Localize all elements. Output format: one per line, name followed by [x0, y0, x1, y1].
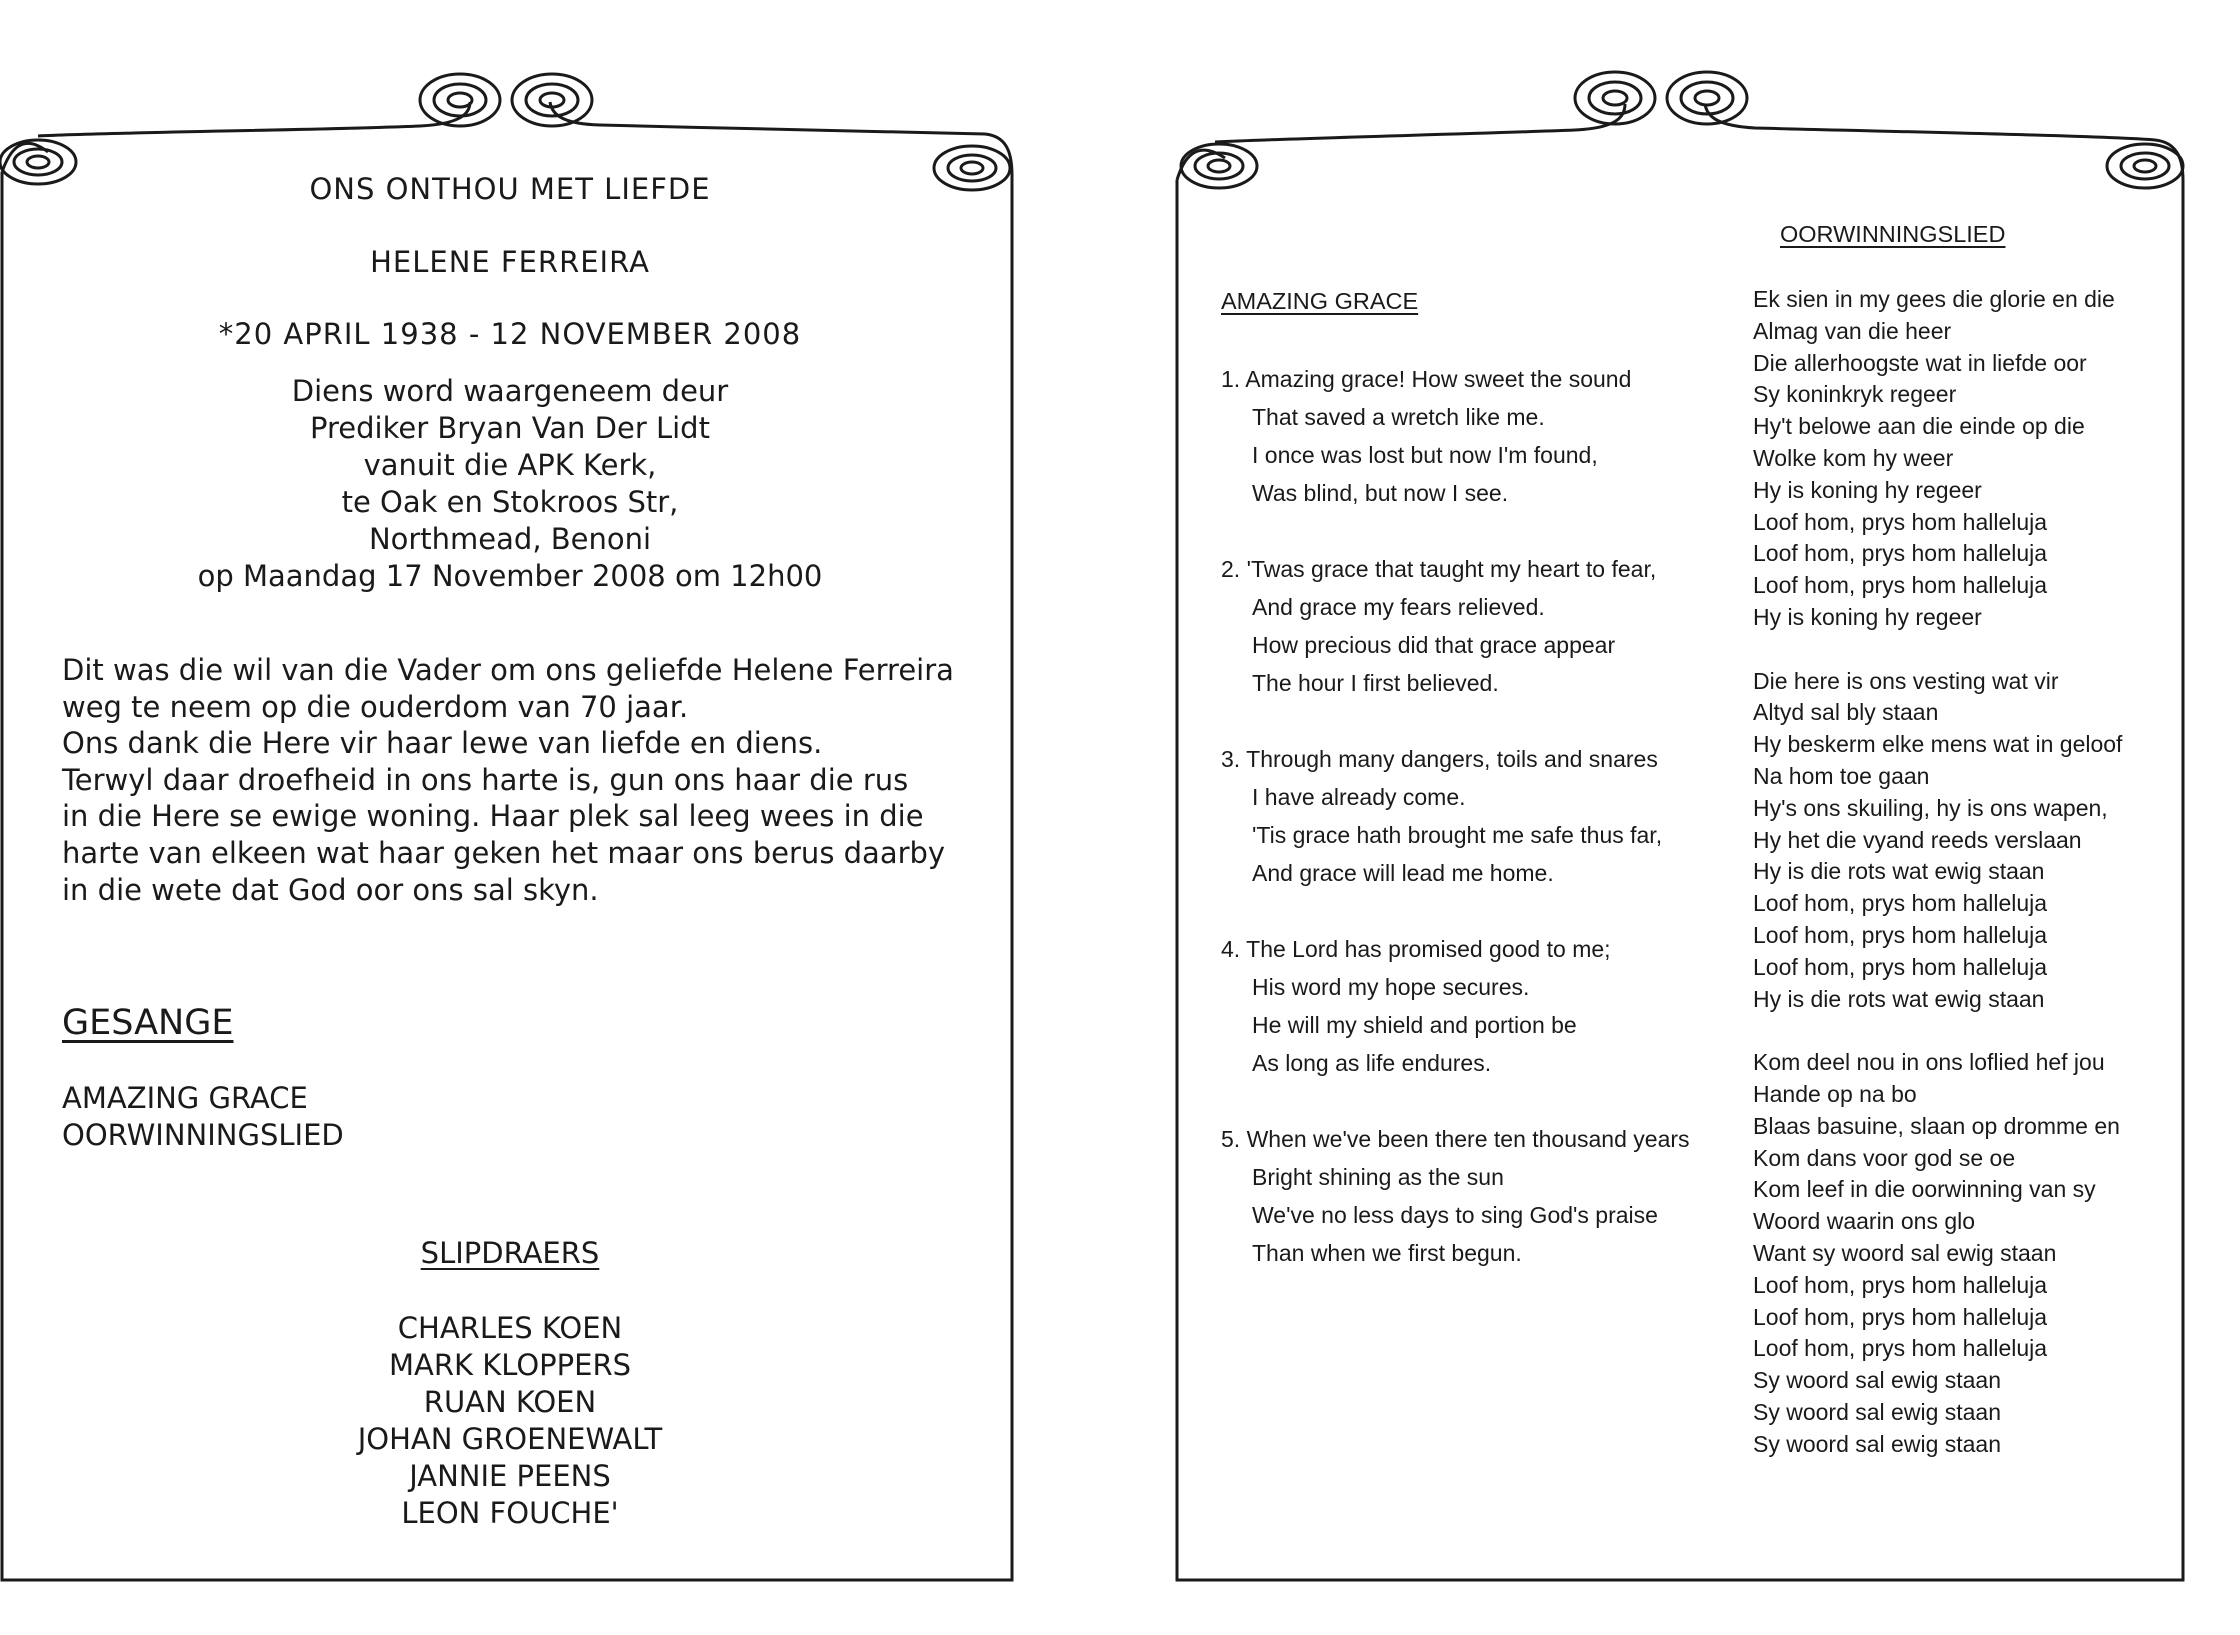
verse-line: I have already come. — [1252, 784, 1466, 810]
spiral-ornament-icon — [2107, 144, 2183, 188]
left-page — [0, 0, 1020, 1600]
verse-line: And grace will lead me home. — [1252, 860, 1554, 886]
service-line: Diens word waargeneem deur — [291, 374, 729, 408]
message-line: weg te neem op die ouderdom van 70 jaar. — [62, 689, 689, 724]
verse-line: We've no less days to sing God's praise — [1252, 1202, 1658, 1228]
lyric-line: Sy woord sal ewig staan — [1753, 1398, 2002, 1425]
right-page — [1175, 0, 2195, 1600]
memorial-message — [62, 652, 954, 908]
verse-line: 3. Through many dangers, toils and snares — [1221, 746, 1658, 772]
lyric-line: Die allerhoogste wat in liefde oor — [1753, 349, 2087, 376]
lyric-line: Loof hom, prys hom halleluja — [1753, 1271, 2048, 1298]
pallbearers-list — [0, 1310, 1020, 1532]
oorwinningslied-title: OORWINNINGSLIED — [1780, 221, 2006, 247]
amazing-grace-title: AMAZING GRACE — [1221, 288, 1419, 314]
service-line: Northmead, Benoni — [368, 522, 652, 556]
lyric-line: Loof hom, prys hom halleluja — [1753, 540, 2048, 567]
lyric-line: Almag van die heer — [1753, 317, 1952, 344]
lyric-line: Hy is koning hy regeer — [1753, 476, 1982, 503]
verse-line: The hour I first believed. — [1252, 670, 1499, 696]
pallbearer-item: RUAN KOEN — [423, 1385, 597, 1419]
message-line: harte van elkeen wat haar geken het maar ons berus daarby — [62, 835, 946, 870]
spiral-ornament-icon — [512, 74, 592, 126]
hymn-item: AMAZING GRACE — [62, 1081, 308, 1115]
lyric-line: Kom leef in die oorwinning van sy — [1753, 1176, 2096, 1203]
life-dates: *20 APRIL 1938 - 12 NOVEMBER 2008 — [218, 317, 802, 351]
service-line: vanuit die APK Kerk, — [363, 448, 657, 482]
lyric-line: Loof hom, prys hom halleluja — [1753, 572, 2048, 599]
lyric-line: Loof hom, prys hom halleluja — [1753, 890, 2048, 917]
lyric-line: Loof hom, prys hom halleluja — [1753, 508, 2048, 535]
verse-line: That saved a wretch like me. — [1252, 404, 1545, 430]
hymns-list — [62, 1080, 344, 1154]
lyric-line: Wolke kom hy weer — [1753, 444, 1954, 471]
verse-line: He will my shield and portion be — [1252, 1012, 1577, 1038]
hymn-verse — [1221, 930, 1611, 1082]
hymn-verse — [1221, 360, 1631, 512]
lyric-line: Loof hom, prys hom halleluja — [1753, 1335, 2048, 1362]
pallbearer-item: LEON FOUCHE' — [401, 1496, 619, 1530]
verse-line: 1. Amazing grace! How sweet the sound — [1221, 366, 1632, 392]
pallbearers-heading: SLIPDRAERS — [420, 1236, 600, 1270]
lyric-line: Kom deel nou in ons loflied hef jou — [1753, 1049, 2105, 1076]
service-line: Prediker Bryan Van Der Lidt — [310, 411, 710, 445]
oorwinningslied-lyrics — [1753, 284, 2122, 1460]
lyric-line: Hande op na bo — [1753, 1080, 1917, 1107]
lyric-line: Die here is ons vesting wat vir — [1753, 667, 2059, 694]
lyric-line: Hy's ons skuiling, hy is ons wapen, — [1753, 794, 2108, 821]
lyric-line: Loof hom, prys hom halleluja — [1753, 921, 2048, 948]
verse-line: Than when we first begun. — [1252, 1240, 1522, 1266]
lyric-line: Kom dans voor god se oe — [1753, 1144, 2016, 1171]
message-line: in die wete dat God oor ons sal skyn. — [62, 872, 599, 907]
service-details — [0, 373, 1020, 595]
pallbearer-item: CHARLES KOEN — [397, 1311, 623, 1345]
verse-line: 4. The Lord has promised good to me; — [1221, 936, 1611, 962]
verse-line: And grace my fears relieved. — [1252, 594, 1545, 620]
verse-line: As long as life endures. — [1252, 1050, 1492, 1076]
lyric-line: Want sy woord sal ewig staan — [1753, 1239, 2057, 1266]
verse-line: Was blind, but now I see. — [1252, 480, 1509, 506]
pallbearer-item: JANNIE PEENS — [409, 1459, 611, 1493]
message-line: Dit was die wil van die Vader om ons geliefde Helene Ferreira — [62, 653, 954, 687]
lyric-line: Hy't belowe aan die einde op die — [1753, 413, 2085, 440]
lyric-line: Hy is koning hy regeer — [1753, 603, 1982, 630]
hymn-verse — [1221, 740, 1662, 892]
spiral-ornament-icon — [1181, 144, 1257, 188]
lyric-line: Sy koninkryk regeer — [1753, 381, 1957, 408]
verse-line: His word my hope secures. — [1252, 974, 1530, 1000]
deceased-name: HELENE FERREIRA — [370, 245, 650, 279]
lyric-line: Hy is die rots wat ewig staan — [1753, 985, 2045, 1012]
message-line: in die Here se ewige woning. Haar plek sal leeg wees in die — [62, 799, 924, 834]
lyric-line: Na hom toe gaan — [1753, 762, 1930, 789]
message-line: Ons dank die Here vir haar lewe van liefde en diens. — [62, 726, 823, 761]
lyric-line: Altyd sal bly staan — [1753, 699, 1939, 726]
lyric-line: Hy beskerm elke mens wat in geloof — [1753, 731, 2123, 758]
lyric-line: Loof hom, prys hom halleluja — [1753, 953, 2048, 980]
lyric-line: Loof hom, prys hom halleluja — [1753, 1303, 2048, 1330]
hymns-heading: GESANGE — [62, 1003, 234, 1043]
lyric-line: Blaas basuine, slaan op dromme en — [1753, 1112, 2120, 1139]
pallbearer-item: MARK KLOPPERS — [388, 1348, 632, 1382]
hymn-verse — [1221, 1120, 1690, 1272]
lyric-line: Ek sien in my gees die glorie en die — [1753, 286, 2115, 312]
pallbearer-item: JOHAN GROENEWALT — [357, 1422, 663, 1456]
lyric-line: Sy woord sal ewig staan — [1753, 1367, 2002, 1394]
spiral-ornament-icon — [1575, 72, 1655, 124]
service-line: op Maandag 17 November 2008 om 12h00 — [197, 559, 823, 593]
lyric-line: Sy woord sal ewig staan — [1753, 1430, 2002, 1457]
verse-line: 5. When we've been there ten thousand years — [1221, 1126, 1690, 1152]
verse-line: I once was lost but now I'm found, — [1252, 442, 1598, 468]
stanza-gap — [1753, 634, 2122, 666]
hymn-verse — [1221, 550, 1656, 702]
verse-line: 'Tis grace hath brought me safe thus far, — [1252, 822, 1663, 848]
message-line: Terwyl daar droefheid in ons harte is, gun ons haar die rus — [62, 762, 909, 797]
lyric-line: Hy is die rots wat ewig staan — [1753, 858, 2045, 885]
service-line: te Oak en Stokroos Str, — [341, 485, 679, 519]
verse-line: Bright shining as the sun — [1252, 1164, 1504, 1190]
memorial-heading: ONS ONTHOU MET LIEFDE — [309, 172, 711, 206]
hymn-item: OORWINNINGSLIED — [62, 1118, 344, 1152]
lyric-line: Woord waarin ons glo — [1753, 1208, 1976, 1235]
spiral-ornament-icon — [1667, 72, 1747, 124]
lyric-line: Hy het die vyand reeds verslaan — [1753, 826, 2082, 853]
verse-line: How precious did that grace appear — [1252, 632, 1616, 658]
verse-line: 2. 'Twas grace that taught my heart to fear, — [1221, 556, 1657, 582]
stanza-gap — [1753, 1015, 2122, 1047]
